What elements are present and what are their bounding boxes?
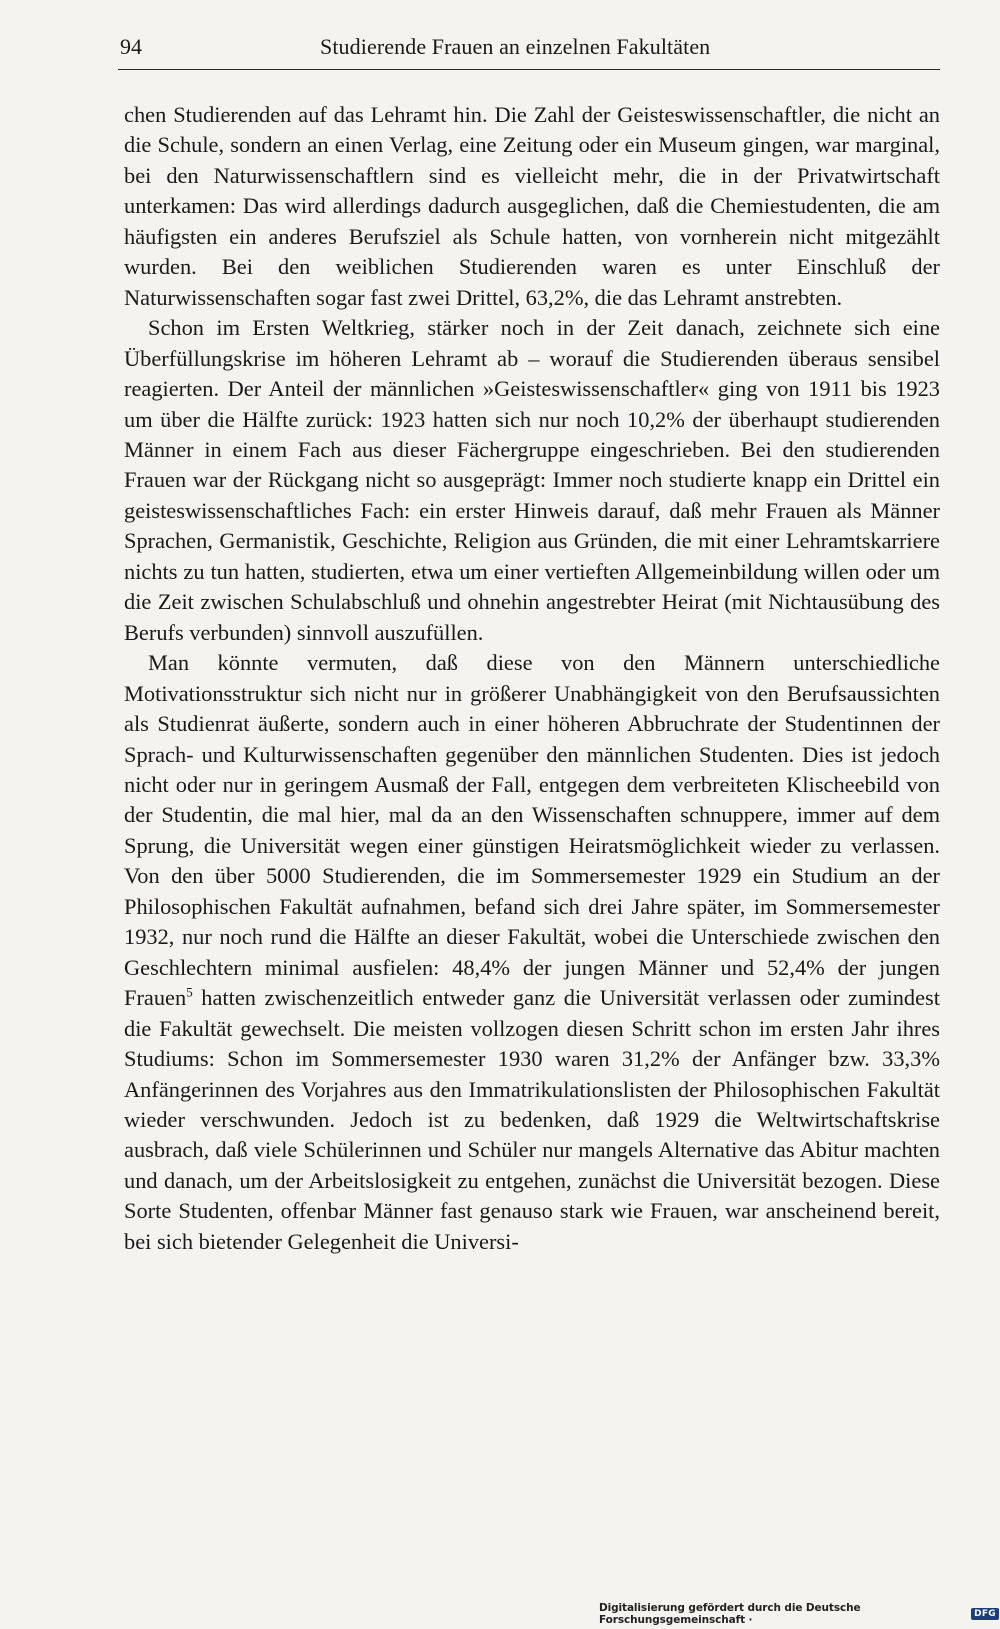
header-rule <box>118 69 940 70</box>
paragraph-1: chen Studierenden auf das Lehramt hin. Die Zahl der Geisteswissenschaftler, die nicht an die Schule, sondern an einen Verlag, eine Zeitung oder ein Museum gingen, war marginal, bei den Naturwissenschaftlern sind es vielleicht mehr, die in der Privatwirtschaft unterkamen: Das wird allerdings dadurch ausgeglichen, daß die Chemiestudenten, die am häufigsten ein anderes Berufsziel als Schule hatten, von vornherein nicht mitgezählt wurden. Bei den weiblichen Studierenden waren es unter Einschluß der Naturwissenschaften sogar fast zwei Drittel, 63,2%, die das Lehramt anstrebten. <box>124 102 940 310</box>
footnote-marker[interactable]: 5 <box>186 984 193 1000</box>
paragraph-3 <box>124 648 940 1257</box>
paragraph-2: Schon im Ersten Weltkrieg, stärker noch in der Zeit danach, zeichnete sich eine Überfüllungskrise im höheren Lehramt ab – worauf die Studierenden überaus sensibel reagierten. Der Anteil der männlichen »Geisteswissenschaftler« ging von 1911 bis 1923 um über die Hälfte zurück: 1923 hatten sich nur noch 10,2% der überhaupt studierenden Männer in einem Fach aus dieser Fächergruppe eingeschrieben. Bei den studierenden Frauen war der Rückgang nicht so ausgeprägt: Immer noch studierte knapp ein Drittel ein geisteswissenschaftliches Fach: ein erster Hinweis darauf, daß mehr Frauen als Männer Sprachen, Germanistik, Geschichte, Religion aus Gründen, die mit einer Lehramtskarriere nichts zu tun hatten, studierten, etwa um einer vertieften Allgemeinbildung willen oder um die Zeit zwischen Schulabschluß und ohnehin angestrebter Heirat (mit Nichtausübung des Berufs verbunden) sinnvoll auszufüllen. <box>124 315 940 645</box>
digitization-footer <box>599 1604 999 1624</box>
dfg-logo: DFG <box>971 1608 999 1620</box>
digitization-note: Digitalisierung gefördert durch die Deutsche Forschungsgemeinschaft · <box>599 1602 861 1626</box>
page-number: 94 <box>120 34 142 59</box>
body-text <box>124 100 940 1257</box>
running-head: Studierende Frauen an einzelnen Fakultäten <box>320 34 711 59</box>
paragraph-3-continued: hatten zwischenzeitlich entweder ganz die Universität verlassen oder zumindest die Fakultät gewechselt. Die meisten vollzogen diesen Schritt schon im ersten Jahr ihres Studiums: Schon im Sommersemester 1930 waren 31,2% der Anfänger bzw. 33,3% Anfängerinnen des Vorjahres aus den Immatrikulationslisten der Philosophischen Fakultät wieder verschwunden. Jedoch ist zu bedenken, daß 1929 die Weltwirtschaftskrise ausbrach, daß viele Schülerinnen und Schüler nur mangels Alternative das Abitur machten und danach, um der Arbeitslosigkeit zu entgehen, zunächst die Universität bezogen. Diese Sorte Studenten, offenbar Männer fast genauso stark wie Frauen, war anscheinend bereit, bei sich bietender Gelegenheit die Universi- <box>124 985 940 1254</box>
paragraph-3-text: Man könnte vermuten, daß diese von den Männern unterschiedliche Motivationsstruktur sich nicht nur in größerer Unabhängigkeit von den Berufsaussichten als Studienrat äußerte, sondern auch in einer höheren Abbruchrate der Studentinnen der Sprach- und Kulturwissenschaften gegenüber den männlichen Studenten. Dies ist jedoch nicht oder nur in geringem Ausmaß der Fall, entgegen dem verbreiteten Klischeebild von der Studentin, die mal hier, mal da an den Wissenschaften schnuppere, immer auf dem Sprung, die Universität wegen einer günstigen Heiratsmöglichkeit wieder zu verlassen. Von den über 5000 Studierenden, die im Sommersemester 1929 ein Studium an der Philosophischen Fakultät aufnahmen, befand sich drei Jahre später, im Sommersemester 1932, nur noch rund die Hälfte an dieser Fakultät, wobei die Unterschiede zwischen den Geschlechtern minimal ausfielen: 48,4% der jungen Männer und 52,4% der jungen Frauen <box>124 650 940 1011</box>
